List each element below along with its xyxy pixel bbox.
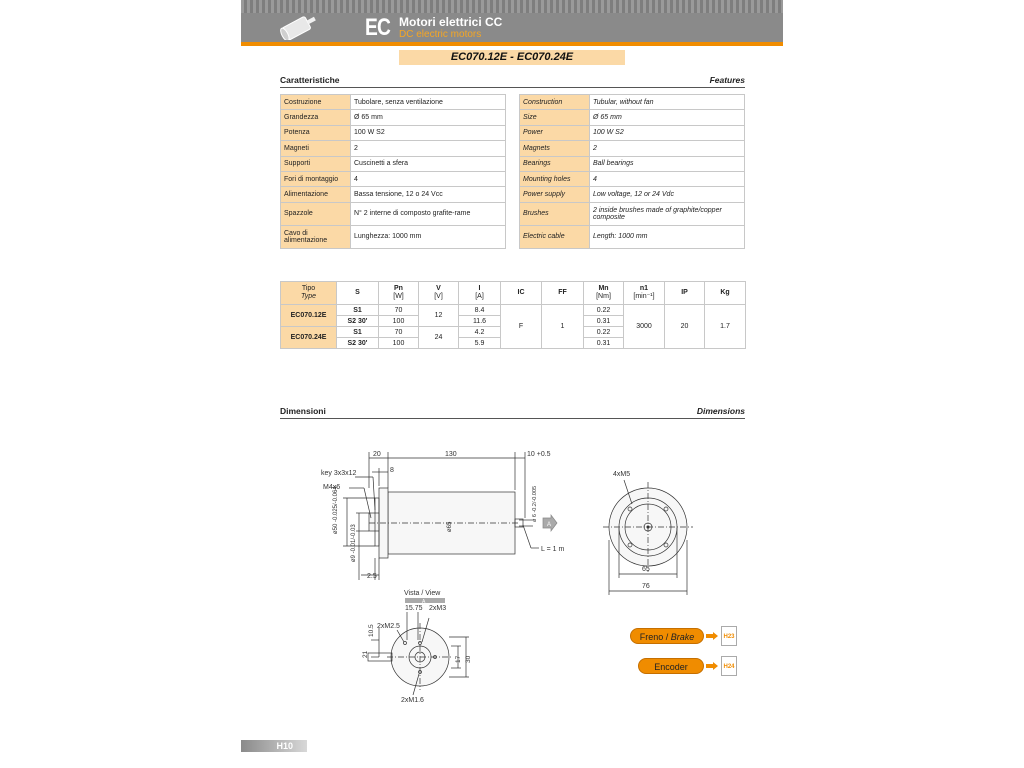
feature-value: Tubolare, senza ventilazione [351, 95, 506, 110]
power-cell: 100 [379, 316, 419, 327]
feature-row [520, 187, 745, 202]
duty-cell: S2 30' [337, 338, 379, 349]
col-i: I [A] [459, 282, 501, 305]
dimension-labels [321, 451, 650, 704]
duty-cell: S2 30' [337, 316, 379, 327]
feature-row [281, 187, 506, 202]
encoder-link-button[interactable]: Encoder [638, 658, 704, 674]
ip-cell: 20 [665, 305, 705, 349]
feature-key: Brushes [520, 202, 590, 225]
feature-key: Magneti [281, 141, 351, 156]
feature-value: 2 [590, 141, 745, 156]
feature-key: Alimentazione [281, 187, 351, 202]
dim-10: 10 +0.5 [527, 451, 551, 458]
feature-value: 4 [590, 171, 745, 186]
feature-value: Ø 65 mm [590, 110, 745, 125]
dimensions-title-it: Dimensioni [280, 406, 326, 416]
feature-row [281, 225, 506, 248]
arrow-right-icon [706, 662, 718, 670]
feature-key: Grandezza [281, 110, 351, 125]
label-2xm1-6: 2xM1.6 [401, 697, 424, 704]
current-cell: 11.6 [459, 316, 501, 327]
dim-65: 65 [642, 566, 650, 573]
brake-label-en: Brake [670, 632, 695, 642]
feature-row [281, 95, 506, 110]
header-stripes [241, 0, 783, 13]
col-s: S [337, 282, 379, 305]
label-2xm2-5: 2xM2.5 [377, 623, 400, 630]
feature-key: Bearings [520, 156, 590, 171]
torque-cell: 0.31 [584, 338, 624, 349]
col-ff: FF [542, 282, 584, 305]
feature-value: Length: 1000 mm [590, 225, 745, 248]
dim-10-5: 10.5 [368, 624, 375, 637]
dim-130: 130 [445, 451, 457, 458]
label-m4x6: M4x6 [323, 484, 341, 491]
dim-8: 8 [390, 467, 394, 474]
col-ip: IP [665, 282, 705, 305]
brake-link-button[interactable] [630, 628, 704, 644]
dim-2-5: 2.5 [367, 573, 377, 580]
feature-row [520, 171, 745, 186]
voltage-cell: 24 [419, 327, 459, 349]
weight-cell: 1.7 [705, 305, 746, 349]
label-phi6: ø 6 -0.2/-0.005 [532, 485, 538, 522]
feature-row [281, 171, 506, 186]
feature-value: 2 [351, 141, 506, 156]
label-phi9: ø9 -0.01/-0.03 [351, 524, 357, 562]
ic-cell: F [501, 305, 542, 349]
feature-row [281, 110, 506, 125]
model-title: EC070.12E - EC070.24E [399, 50, 625, 65]
features-section-header [280, 74, 745, 88]
feature-value: 4 [351, 171, 506, 186]
feature-value: 100 W S2 [590, 125, 745, 140]
page-number: H10 [241, 740, 307, 752]
feature-key: Construction [520, 95, 590, 110]
arrow-right-icon [706, 632, 718, 640]
electrical-data-table [280, 281, 746, 349]
col-mn: Mn [Nm] [584, 282, 624, 305]
torque-cell: 0.22 [584, 327, 624, 338]
feature-key: Fori di montaggio [281, 171, 351, 186]
feature-key: Supporti [281, 156, 351, 171]
feature-value: N° 2 interne di composto grafite-rame [351, 202, 506, 225]
features-table-it [280, 94, 506, 249]
power-cell: 100 [379, 338, 419, 349]
feature-row [520, 156, 745, 171]
feature-row [520, 225, 745, 248]
model-cell: EC070.24E [281, 327, 337, 349]
feature-row [520, 141, 745, 156]
col-type: Tipo Type [281, 282, 337, 305]
feature-row [520, 125, 745, 140]
feature-value: Ø 65 mm [351, 110, 506, 125]
label-4xm5: 4xM5 [613, 471, 631, 478]
dim-20: 20 [373, 451, 381, 458]
feature-row [520, 110, 745, 125]
feature-key: Spazzole [281, 202, 351, 225]
feature-key: Cavo di alimentazione [281, 225, 351, 248]
dim-17: 17 [455, 655, 462, 663]
label-key: key 3x3x12 [321, 470, 357, 477]
datasheet-page [241, 0, 783, 768]
voltage-cell: 12 [419, 305, 459, 327]
current-cell: 5.9 [459, 338, 501, 349]
header-accent-bar [241, 42, 783, 46]
feature-value: Lunghezza: 1000 mm [351, 225, 506, 248]
front-view-drawing [603, 480, 693, 595]
label-phi65: ø65 [447, 521, 453, 532]
features-title-it: Caratteristiche [280, 75, 340, 85]
feature-row [520, 95, 745, 110]
feature-key: Magnets [520, 141, 590, 156]
feature-value: 100 W S2 [351, 125, 506, 140]
duty-cell: S1 [337, 305, 379, 316]
model-cell: EC070.12E [281, 305, 337, 327]
document-icon[interactable]: H24 [721, 656, 737, 676]
power-cell: 70 [379, 305, 419, 316]
document-icon[interactable]: H23 [721, 626, 737, 646]
current-cell: 4.2 [459, 327, 501, 338]
side-view-drawing [343, 452, 539, 580]
features-title-en: Features [709, 75, 745, 85]
feature-key: Potenza [281, 125, 351, 140]
power-cell: 70 [379, 327, 419, 338]
feature-value: Cuscinetti a sfera [351, 156, 506, 171]
torque-cell: 0.22 [584, 305, 624, 316]
ff-cell: 1 [542, 305, 584, 349]
label-2xm3: 2xM3 [429, 605, 447, 612]
feature-value: Low voltage, 12 or 24 Vdc [590, 187, 745, 202]
label-arrow-a: A [547, 522, 552, 528]
feature-key: Power supply [520, 187, 590, 202]
current-cell: 8.4 [459, 305, 501, 316]
feature-key: Size [520, 110, 590, 125]
feature-value: Bassa tensione, 12 o 24 Vcc [351, 187, 506, 202]
duty-cell: S1 [337, 327, 379, 338]
dim-30: 30 [465, 655, 472, 663]
feature-value: Ball bearings [590, 156, 745, 171]
table-row [281, 305, 746, 316]
torque-cell: 0.31 [584, 316, 624, 327]
dim-15-75: 15.75 [405, 605, 423, 612]
label-view-a: A [422, 599, 426, 605]
label-phi50: ø50 -0.025/-0.064 [333, 486, 339, 534]
motor-icon [277, 14, 321, 40]
feature-key: Mounting holes [520, 171, 590, 186]
feature-value: 2 inside brushes made of graphite/copper composite [590, 202, 745, 225]
feature-row [281, 125, 506, 140]
header-title: Motori elettrici CC [399, 15, 503, 29]
brake-label-it: Freno [639, 632, 664, 642]
feature-row [281, 202, 506, 225]
col-n1: n1 [min⁻¹] [624, 282, 665, 305]
col-kg: Kg [705, 282, 746, 305]
dimensions-title-en: Dimensions [696, 406, 745, 416]
product-code: EC [365, 14, 391, 41]
dim-76: 76 [642, 583, 650, 590]
dim-21: 21 [362, 650, 369, 658]
speed-cell: 3000 [624, 305, 665, 349]
col-pn: Pn [W] [379, 282, 419, 305]
feature-value: Tubular, without fan [590, 95, 745, 110]
features-table-en [519, 94, 745, 249]
feature-key: Power [520, 125, 590, 140]
feature-key: Electric cable [520, 225, 590, 248]
feature-row [281, 141, 506, 156]
label-view: Vista / View [404, 590, 441, 597]
page-header [241, 0, 783, 46]
feature-row [520, 202, 745, 225]
label-cable: L = 1 m [541, 546, 565, 553]
brake-label-separator: / [663, 632, 671, 642]
header-subtitle: DC electric motors [399, 29, 482, 40]
feature-row [281, 156, 506, 171]
dimensions-section-header [280, 405, 745, 419]
col-ic: IC [501, 282, 542, 305]
feature-key: Costruzione [281, 95, 351, 110]
col-v: V [V] [419, 282, 459, 305]
